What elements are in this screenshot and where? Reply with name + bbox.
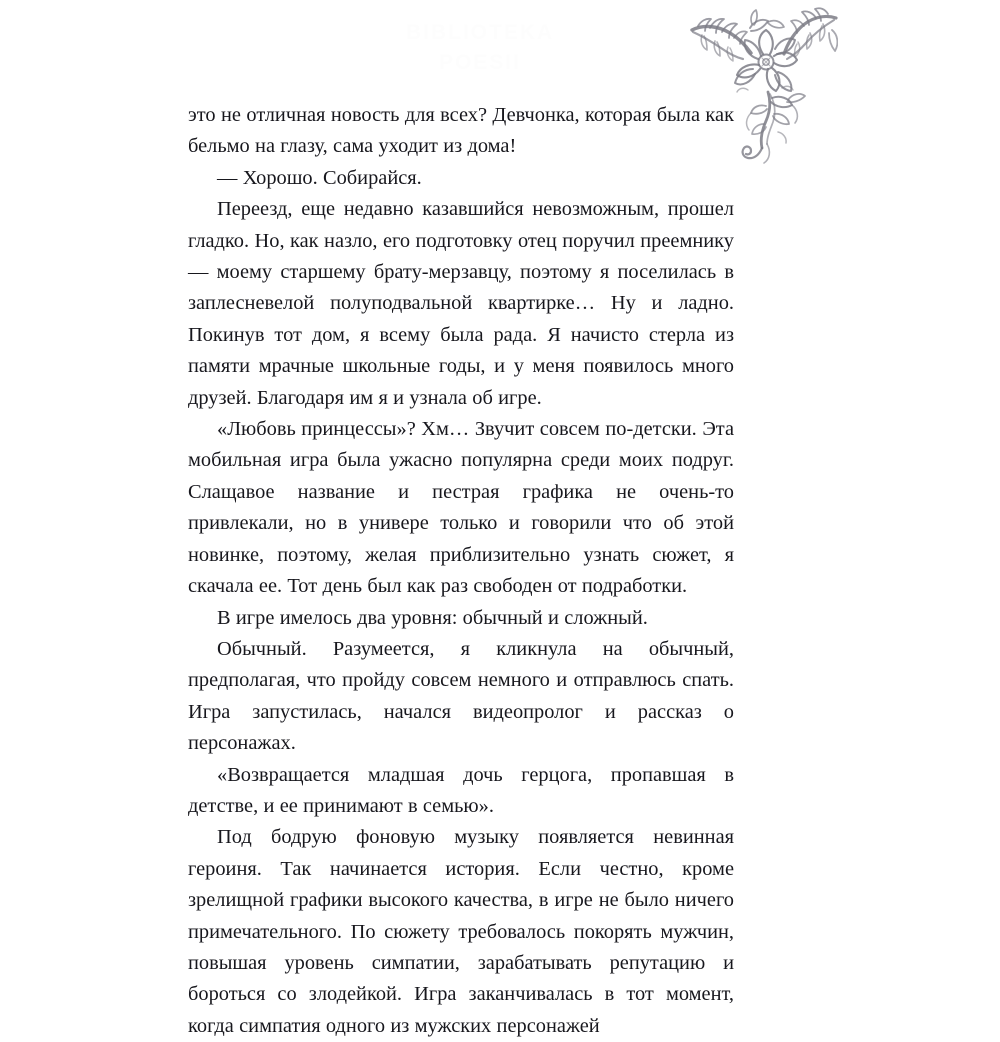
paragraph: Под бодрую фоновую музыку появляется невинная героиня. Так начинается история. Если честно, кроме зрелищной графики высокого качества, в игре не было ничего примечательного. По сюжету требовалось покорять мужчин, повышая уровень симпатии, зарабатывать репутацию и бороться со злодейкой. Игра заканчивалась в тот момент, когда симпатия одного из мужских персонажей (188, 826, 734, 1037)
page-watermark (380, 18, 580, 78)
paragraph: «Любовь принцессы»? Хм… Звучит совсем по-детски. Эта мобильная игра была ужасно популярна среди моих подруг. Слащавое название и пестрая графика не очень-то привлекали, но в универе только и говорили что об этой новинке, поэтому, желая приблизительно узнать сюжет, я скачала ее. Тот день был как раз свободен от подработки. (188, 418, 734, 598)
watermark-line-1: BIBLIOTEKA (405, 21, 555, 44)
paragraph: В игре имелось два уровня: обычный и сложный. (217, 606, 648, 629)
paragraph-dialogue: — Хорошо. Собирайся. (217, 166, 422, 189)
watermark-line-2: POESII (438, 51, 522, 74)
paragraph: Переезд, еще недавно казавшийся невозможным, прошел гладко. Но, как назло, его подготовку отец поручил преемнику — моему старшему брату-мерзавцу, поэтому я поселилась в заплесневелой полуподвальной квартирке… Ну и ладно. Покинув тот дом, я всему была рада. Я начисто стерла из памяти мрачные школьные годы, и у меня появилось много друзей. Благодаря им я и узнала об игре. (188, 198, 734, 409)
body-text (188, 100, 734, 1042)
paragraph: Обычный. Разумеется, я кликнула на обычный, предполагая, что пройду совсем немного и отправлюсь спать. Игра запустилась, начался видеопролог и рассказ о персонажах. (188, 637, 734, 755)
paragraph: «Возвращается младшая дочь герцога, пропавшая в детстве, и ее принимают в семью». (188, 763, 734, 817)
paragraph-continuation: это не отличная новость для всех? Девчонка, которая была как бельмо на глазу, сама уходит из дома! (188, 104, 734, 158)
